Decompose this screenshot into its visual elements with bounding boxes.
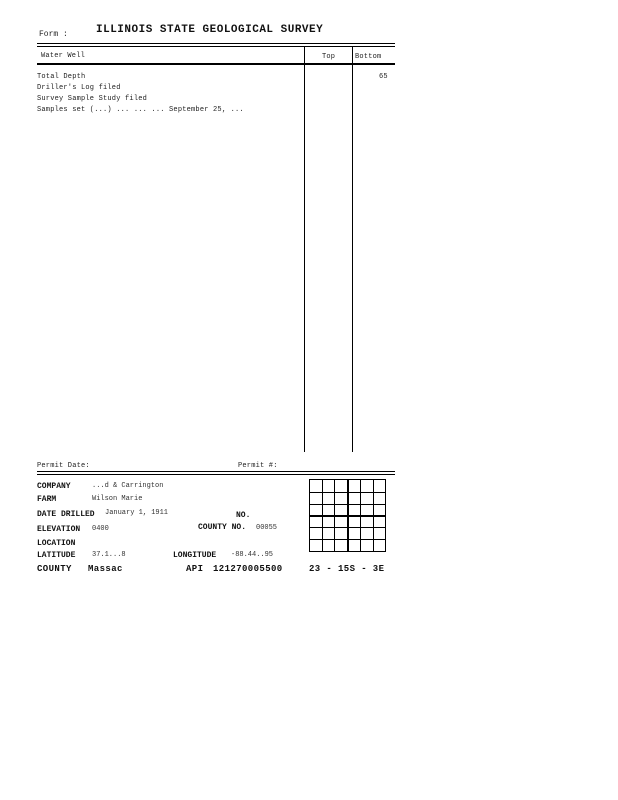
- township-range-value: 23 - 15S - 3E: [309, 564, 385, 574]
- table-row-description: Samples set (...) ... ... ... September 25, ...: [37, 106, 244, 114]
- county-label: COUNTY: [37, 564, 72, 574]
- county-number-label: COUNTY NO.: [198, 523, 247, 532]
- longitude-label: LONGITUDE: [173, 551, 217, 560]
- farm-label: FARM: [37, 495, 57, 504]
- date-drilled-label: DATE DRILLED: [37, 510, 95, 519]
- company-value: ...d & Carrington: [92, 482, 164, 490]
- county-number-value: 00055: [256, 524, 278, 532]
- section-location-grid: [309, 479, 386, 552]
- column-header-rule: [37, 63, 395, 65]
- grid-line: [310, 527, 385, 528]
- form-label: Form :: [39, 30, 68, 39]
- table-row-bottom-value: 65: [379, 73, 388, 81]
- api-label: API: [186, 564, 204, 574]
- grid-line: [310, 539, 385, 540]
- elevation-value: 0400: [92, 525, 109, 533]
- column-divider-top: [304, 46, 305, 452]
- column-bottom-header: Bottom: [355, 53, 382, 61]
- grid-line: [310, 492, 385, 493]
- column-description-header: Water Well: [41, 52, 86, 60]
- column-divider-bottom: [352, 46, 353, 452]
- permit-rule-top: [37, 471, 395, 472]
- elevation-label: ELEVATION: [37, 525, 81, 534]
- date-drilled-value: January 1, 1911: [105, 509, 169, 517]
- header-rule-top: [37, 43, 395, 44]
- table-row-description: Driller's Log filed: [37, 84, 121, 92]
- api-value: 121270005500: [213, 564, 283, 574]
- permit-rule-bottom: [37, 474, 395, 475]
- grid-line: [310, 515, 385, 517]
- longitude-value: -88.44..95: [231, 551, 274, 559]
- permit-number-label: Permit #:: [238, 462, 278, 470]
- table-row-description: Total Depth: [37, 73, 86, 81]
- location-label: LOCATION: [37, 539, 76, 548]
- header-rule-bottom: [37, 46, 395, 47]
- county-value: Massac: [88, 564, 123, 574]
- well-number-label: NO.: [236, 511, 251, 520]
- table-row-description: Survey Sample Study filed: [37, 95, 148, 103]
- grid-line: [310, 504, 385, 505]
- latitude-value: 37.1...8: [92, 551, 126, 559]
- permit-date-label: Permit Date:: [37, 462, 90, 470]
- column-top-header: Top: [322, 53, 336, 61]
- company-label: COMPANY: [37, 482, 71, 491]
- latitude-label: LATITUDE: [37, 551, 76, 560]
- farm-value: Wilson Marie: [92, 495, 143, 503]
- survey-title: ILLINOIS STATE GEOLOGICAL SURVEY: [96, 24, 324, 36]
